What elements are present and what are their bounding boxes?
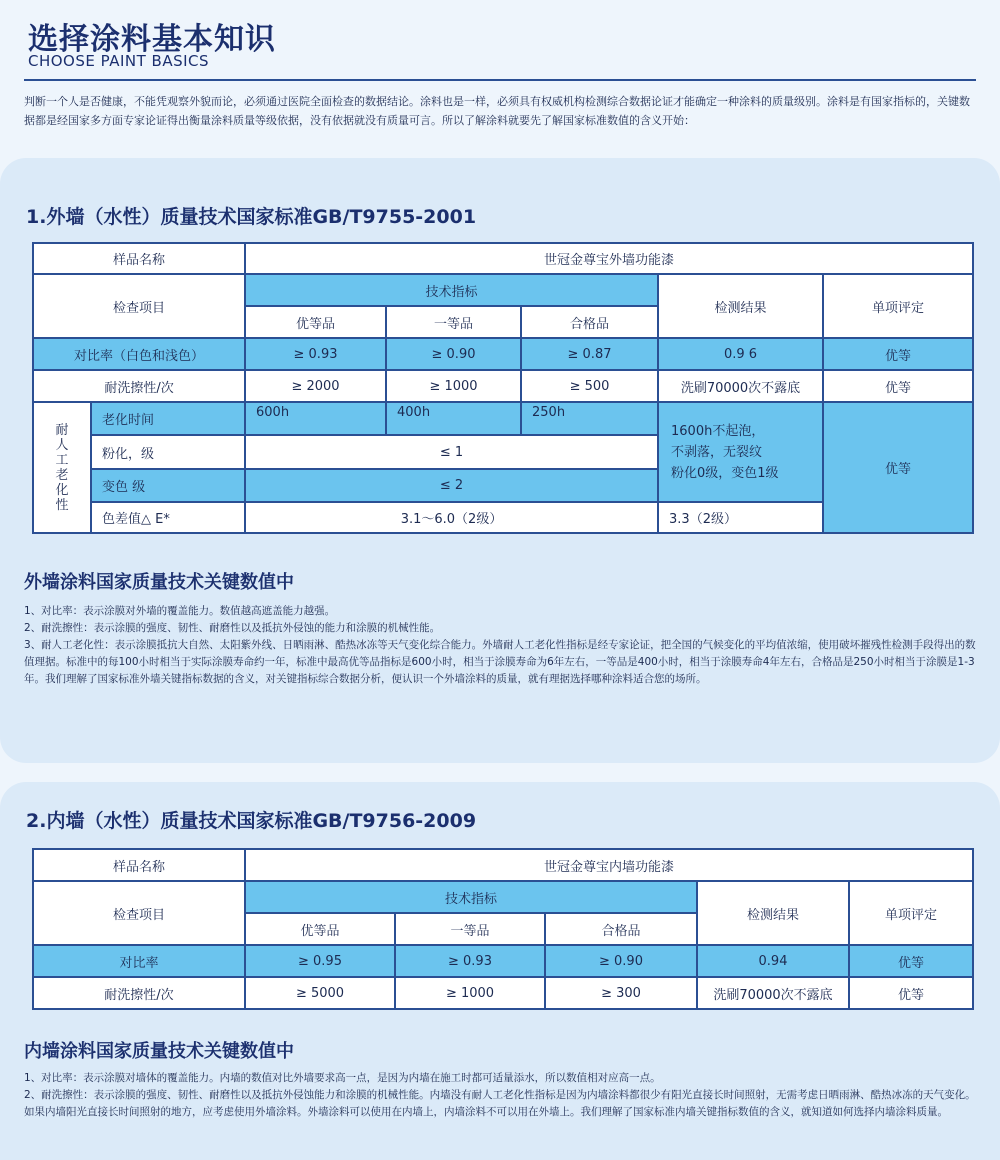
grade-first-label: 一等品 (395, 913, 545, 945)
interior-notes (24, 1070, 976, 1121)
aging-result (658, 402, 823, 502)
tech-index-label: 技术指标 (245, 274, 658, 306)
row-item: 对比率 (33, 945, 245, 977)
exterior-section-title: 1.外墙（水性）质量技术国家标准GB/T9755-2001 (26, 206, 477, 228)
aging-rating: 优等 (823, 402, 973, 533)
row-grade-excellent: 600h (245, 402, 386, 435)
grade-qualified-label: 合格品 (521, 306, 658, 338)
row-item: 变色 级 (91, 469, 245, 502)
tech-index-label: 技术指标 (245, 881, 697, 913)
sample-name-value: 世冠金尊宝内墙功能漆 (245, 849, 973, 881)
row-item: 对比率（白色和浅色） (33, 338, 245, 370)
table-row (33, 977, 973, 1009)
row-grade-first: 400h (386, 402, 521, 435)
sample-name-label: 样品名称 (33, 849, 245, 881)
row-rating: 优等 (823, 338, 973, 370)
aging-result-line: 粉化0级，变色1级 (671, 465, 779, 481)
exterior-standard-table (32, 242, 974, 534)
aging-group-text: 耐人工老化性 (55, 422, 69, 513)
rating-label: 单项评定 (849, 881, 973, 945)
inspection-item-label: 检查项目 (33, 274, 245, 338)
row-grade-qualified: 250h (521, 402, 658, 435)
note-item: 1、对比率：表示涂膜对墙体的覆盖能力。内墙的数值对比外墙要求高一点，是因为内墙在施工时都可适量添水，所以数值相对应高一点。 (24, 1072, 661, 1084)
row-item: 耐洗擦性/次 (33, 370, 245, 402)
row-result: 洗刷70000次不露底 (697, 977, 849, 1009)
aging-result-line: 不剥落，无裂纹 (671, 444, 763, 460)
row-item: 耐洗擦性/次 (33, 977, 245, 1009)
row-value: ≤ 2 (245, 469, 658, 502)
note-item: 2、耐洗擦性：表示涂膜的强度、韧性、耐磨性以及抵抗外侵蚀能力和涂膜的机械性能。内墙没有耐人工老化性指标是因为内墙涂料都很少有阳光直接长时间照射，无需考虑日晒雨淋、酷热冰冻的天气变化。如果内墙阳光直接长时间照射的地方，应考虑使用外墙涂料。外墙涂料可以使用在内墙上，内墙涂料不可以用在外墙上。我们理解了国家标准内墙关键指标数值的含义，就知道如何选择内墙涂料质量。 (24, 1089, 976, 1118)
row-grade-excellent: ≥ 5000 (245, 977, 395, 1009)
row-grade-qualified: ≥ 300 (545, 977, 697, 1009)
interior-section (0, 782, 1000, 1160)
row-grade-first: ≥ 1000 (395, 977, 545, 1009)
row-rating: 优等 (849, 945, 973, 977)
page-header (0, 0, 1000, 152)
grade-qualified-label: 合格品 (545, 913, 697, 945)
inspection-item-label: 检查项目 (33, 881, 245, 945)
row-item: 粉化，级 (91, 435, 245, 469)
row-rating: 优等 (849, 977, 973, 1009)
exterior-key-title: 外墙涂料国家质量技术关键数值中 (24, 572, 294, 593)
row-grade-first: ≥ 0.90 (386, 338, 521, 370)
exterior-section (0, 158, 1000, 763)
row-value: 3.1～6.0（2级） (245, 502, 658, 533)
intro-paragraph: 判断一个人是否健康，不能凭观察外貌而论，必须通过医院全面检查的数据结论。涂料也是一样，必须具有权威机构检测综合数据论证才能确定一种涂料的质量级别。涂料是有国家指标的，关键数据都是经国家多方面专家论证得出衡量涂料质量等级依据，没有依据就没有质量可言。所以了解涂料就要先了解国家标准数值的含义开始： (24, 95, 970, 127)
interior-standard-table (32, 848, 974, 1010)
row-result: 洗刷70000次不露底 (658, 370, 823, 402)
row-grade-first: ≥ 1000 (386, 370, 521, 402)
grade-first-label: 一等品 (386, 306, 521, 338)
row-grade-excellent: ≥ 2000 (245, 370, 386, 402)
row-grade-excellent: ≥ 0.93 (245, 338, 386, 370)
grade-excellent-label: 优等品 (245, 913, 395, 945)
test-result-label: 检测结果 (658, 274, 823, 338)
rating-label: 单项评定 (823, 274, 973, 338)
row-grade-first: ≥ 0.93 (395, 945, 545, 977)
row-grade-excellent: ≥ 0.95 (245, 945, 395, 977)
row-grade-qualified: ≥ 500 (521, 370, 658, 402)
row-item: 老化时间 (91, 402, 245, 435)
header-divider (24, 79, 976, 81)
table-row (33, 370, 973, 402)
row-grade-qualified: ≥ 0.90 (545, 945, 697, 977)
table-row (33, 402, 973, 435)
page-subtitle: CHOOSE PAINT BASICS (28, 52, 210, 70)
test-result-label: 检测结果 (697, 881, 849, 945)
aging-group-label (33, 402, 91, 533)
note-item: 1、对比率：表示涂膜对外墙的覆盖能力。数值越高遮盖能力越强。 (24, 605, 336, 617)
interior-section-title: 2.内墙（水性）质量技术国家标准GB/T9756-2009 (26, 810, 477, 832)
table-row (33, 338, 973, 370)
note-item: 2、耐洗擦性：表示涂膜的强度、韧性、耐磨性以及抵抗外侵蚀的能力和涂膜的机械性能。 (24, 622, 441, 634)
sample-name-label: 样品名称 (33, 243, 245, 274)
interior-key-title: 内墙涂料国家质量技术关键数值中 (24, 1041, 294, 1062)
row-result: 3.3（2级） (658, 502, 823, 533)
row-grade-qualified: ≥ 0.87 (521, 338, 658, 370)
page-title: 选择涂料基本知识 (28, 22, 276, 57)
table-row (33, 945, 973, 977)
exterior-notes (24, 603, 976, 688)
grade-excellent-label: 优等品 (245, 306, 386, 338)
aging-result-line: 1600h不起泡， (671, 423, 765, 439)
sample-name-value: 世冠金尊宝外墙功能漆 (245, 243, 973, 274)
row-item: 色差值△ E* (91, 502, 245, 533)
row-value: ≤ 1 (245, 435, 658, 469)
row-rating: 优等 (823, 370, 973, 402)
row-result: 0.9 6 (658, 338, 823, 370)
note-item: 3、耐人工老化性：表示涂膜抵抗大自然、太阳紫外线、日晒雨淋、酷热冰冻等天气变化综合能力。外墙耐人工老化性指标是经专家论证，把全国的气候变化的平均值浓缩，使用破坏摧残性检测手段得出的数值理据。标准中的每100小时相当于实际涂膜寿命约一年，标准中最高优等品指标是600小时，相当于涂膜寿命为6年左右，一等品是400小时，相当于涂膜寿命4年左右，合格品是250小时相当于涂膜是1-3年。我们理解了国家标准外墙关键指标数据的含义，对关键指标综合数据分析，便认识一个外墙涂料的质量，就有理据选择哪种涂料适合您的场所。 (24, 639, 976, 685)
row-result: 0.94 (697, 945, 849, 977)
